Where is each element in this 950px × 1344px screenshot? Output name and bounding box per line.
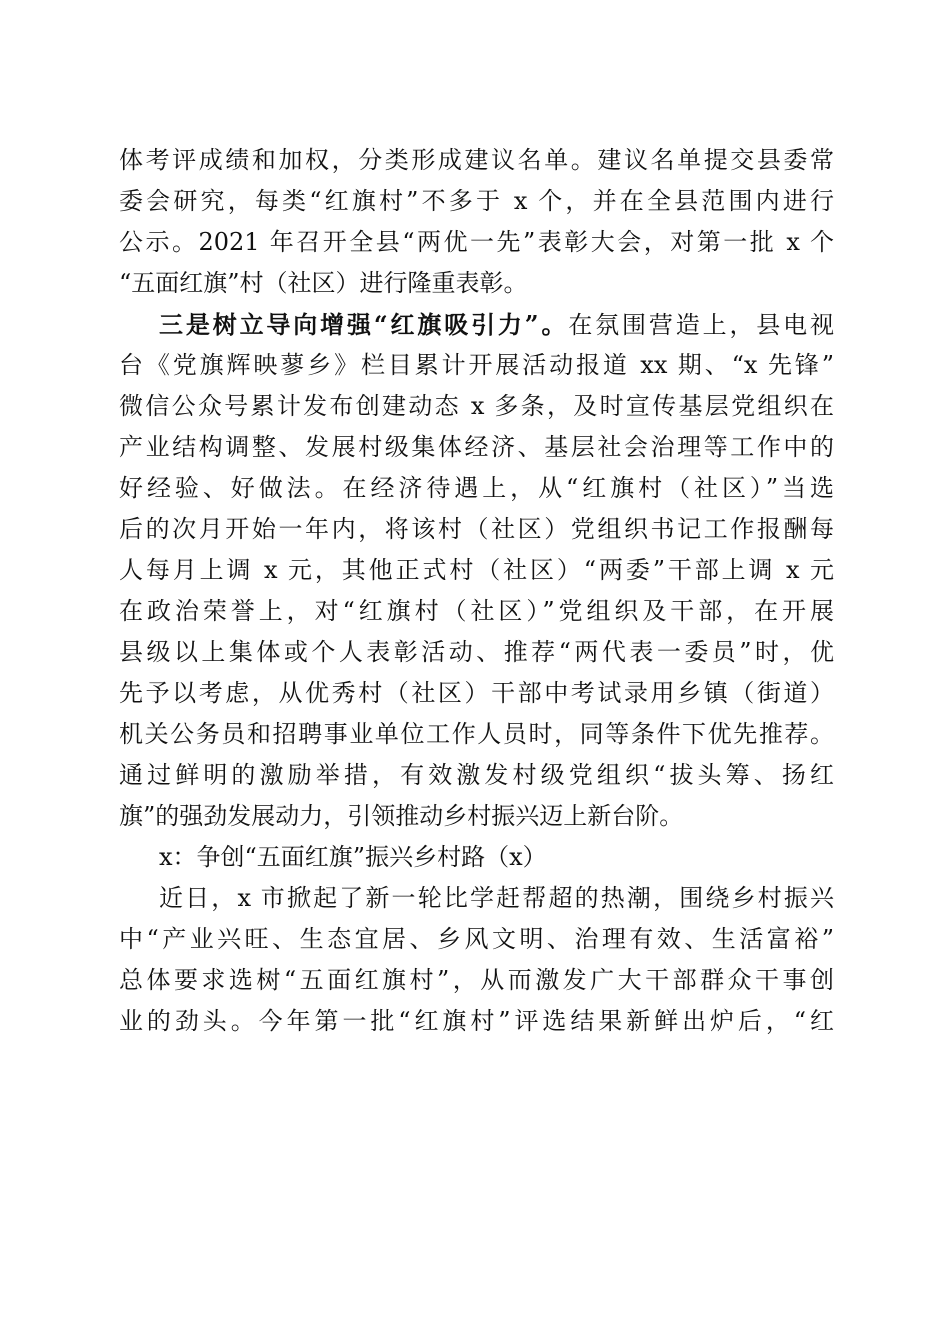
section-three-heading: 三是树立导向增强“红旗吸引力”。 (159, 310, 569, 339)
text-line: 微信公众号累计发布创建动态 x 多条，及时宣传基层党组织在 (119, 392, 834, 420)
article-title: x：争创“五面红旗”振兴乡村路（x） (159, 843, 547, 871)
text-line: 县级以上集体或个人表彰活动、推荐“两代表一委员”时，优 (119, 638, 834, 666)
text-line: 旗”的强劲发展动力，引领推动乡村振兴迈上新台阶。 (119, 802, 684, 830)
section-three-first-line-rest: 在氛围营造上，县电视 (568, 311, 835, 339)
text-line: “五面红旗”村（社区）进行隆重表彰。 (119, 269, 528, 297)
text-line: 业的劲头。今年第一批“红旗村”评选结果新鲜出炉后，“红 (119, 1007, 834, 1035)
text-line: 通过鲜明的激励举措，有效激发村级党组织“拔头筹、扬红 (119, 761, 834, 789)
text-line: 中“产业兴旺、生态宜居、乡风文明、治理有效、生活富裕” (119, 925, 834, 953)
paragraph-article-body (119, 878, 834, 1042)
text-line: 在政治荣誉上，对“红旗村（社区）”党组织及干部，在开展 (119, 597, 834, 625)
text-line: 人每月上调 x 元，其他正式村（社区）“两委”干部上调 x 元 (119, 556, 834, 584)
text-line: 先予以考虑，从优秀村（社区）干部中考试录用乡镇（街道） (119, 679, 834, 707)
text-line: 机关公务员和招聘事业单位工作人员时，同等条件下优先推荐。 (119, 720, 834, 748)
text-line-first (119, 304, 834, 345)
text-line: 公示。2021 年召开全县“两优一先”表彰大会，对第一批 x 个 (119, 228, 834, 256)
paragraph-continued (119, 140, 834, 304)
text-line: 体考评成绩和加权，分类形成建议名单。建议名单提交县委常 (119, 146, 834, 174)
paragraph-section-three (119, 304, 834, 837)
text-line: 产业结构调整、发展村级集体经济、基层社会治理等工作中的 (119, 433, 834, 461)
text-line: 后的次月开始一年内，将该村（社区）党组织书记工作报酬每 (119, 515, 834, 543)
text-line: 好经验、好做法。在经济待遇上，从“红旗村（社区）”当选 (119, 474, 834, 502)
document-body (119, 140, 834, 1042)
text-line: 总体要求选树“五面红旗村”，从而激发广大干部群众干事创 (119, 966, 834, 994)
text-line: 台《党旗辉映蓼乡》栏目累计开展活动报道 xx 期、“x 先锋” (119, 351, 834, 379)
text-line-first: 近日，x 市掀起了新一轮比学赶帮超的热潮，围绕乡村振兴 (159, 884, 834, 912)
text-line: 委会研究，每类“红旗村”不多于 x 个，并在全县范围内进行 (119, 187, 834, 215)
